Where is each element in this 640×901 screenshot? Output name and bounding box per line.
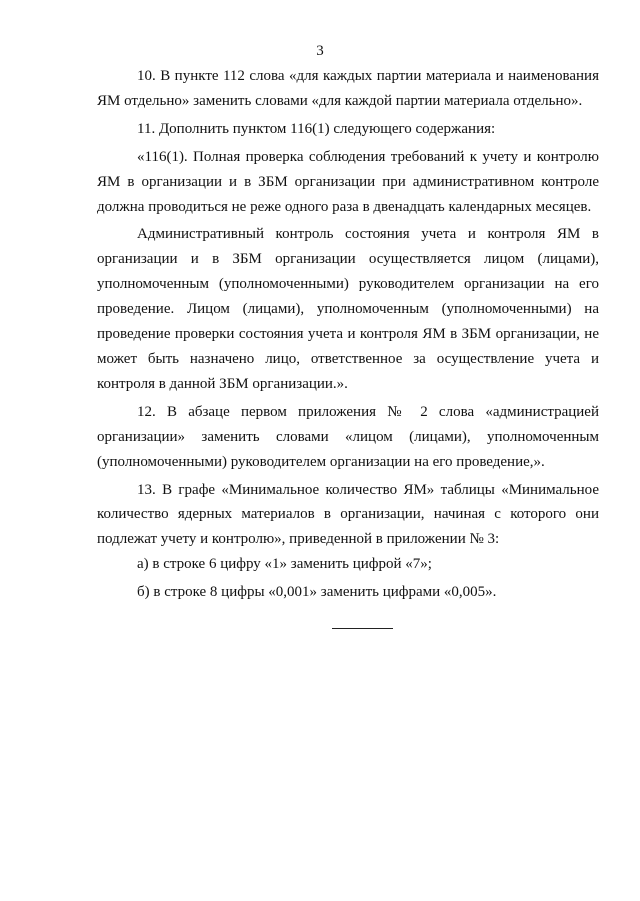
paragraph-item-10: 10. В пункте 112 слова «для каждых партии материала и наименования ЯМ отдельно» заменить словами «для каждой партии материала отдельно». — [97, 68, 599, 109]
paragraph-item-13-a: а) в строке 6 цифру «1» заменить цифрой «7»; — [137, 556, 432, 573]
paragraph-item-13: 13. В графе «Минимальное количество ЯМ» таблицы «Минимальное количество ядерных материалов в организации, начиная с которого они подлежат учету и контролю», приведенной в приложении № 3: — [97, 481, 599, 548]
paragraph-item-116-1-second: Административный контроль состояния учета и контроля ЯМ в организации и в ЗБМ организации осуществляется лицом (лицами), уполномоченным (уполномоченными) руководителем организации на его проведение. Лицом (лицами), уполномоченным (уполномоченными) на проведение проверки состояния учета и контроля ЯМ в ЗБМ организации, не может быть назначено лицо, ответственное за осуществление учета и контроля в данной ЗБМ организации.». — [97, 226, 599, 392]
paragraph-item-116-1-first: «116(1). Полная проверка соблюдения требований к учету и контролю ЯМ в организации и в ЗБМ организации при административном контроле должна проводиться не реже одного раза в двенадцать календарных месяцев. — [97, 148, 599, 215]
document-body — [97, 64, 599, 608]
end-separator-line — [332, 628, 393, 629]
paragraph-item-11: 11. Дополнить пунктом 116(1) следующего содержания: — [137, 120, 496, 137]
paragraph-item-13-b: б) в строке 8 цифры «0,001» заменить цифрами «0,005». — [137, 584, 497, 601]
page-number: 3 — [316, 43, 324, 59]
paragraph-item-12: 12. В абзаце первом приложения № 2 слова «администрацией организации» заменить словами «лицом (лицами), уполномоченным (уполномоченными) руководителем организации на его проведение,». — [97, 403, 599, 470]
